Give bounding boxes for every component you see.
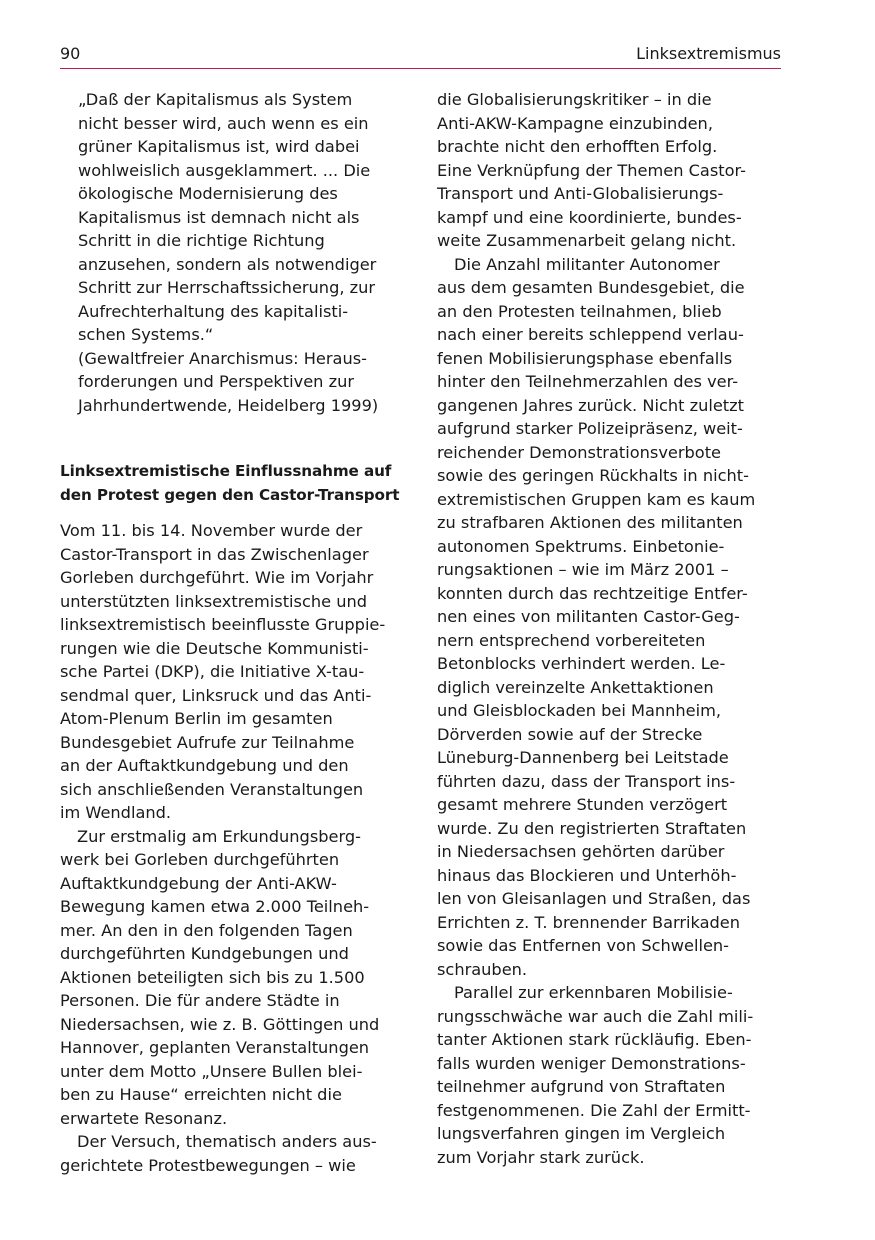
right-column [437,88,782,1169]
body-paragraph-indented: Der Versuch, thematisch anders aus- gerichtete Protestbewegungen – wie [60,1132,377,1175]
body-paragraph-indented: Die Anzahl militanter Autonomer aus dem gesamten Bundesgebiet, die an den Protesten teilnahmen, blieb nach einer bereits schleppend verlau- fenen Mobilisierungsphase ebenfalls hinter den Teilnehmerzahlen des ver- gangenen Jahres zurück. Nicht zuletzt aufgrund starker Polizeipräsenz, weit- reichender Demonstrationsverbote sowie des geringen Rückhalts in nicht- extremistischen Gruppen kam es kaum zu strafbaren Aktionen des militanten autonomen Spektrums. Einbetonie- rungsaktionen – wie im März 2001 – konnten durch das rechtzeitige Entfer- nen eines von militanten Castor-Geg- nern entsprechend vorbereiteten Betonblocks verhindert werden. Le- diglich vereinzelte Ankettaktionen und Gleisblockaden bei Mannheim, Dörverden sowie auf der Strecke Lüneburg-Dannenberg bei Leitstade führten dazu, dass der Transport ins- gesamt mehrere Stunden verzögert wurde. Zu den registrierten Straftaten in Niedersachsen gehörten darüber hinaus das Blockieren und Unterhöh- len von Gleisanlagen und Straßen, das Errichten z. T. brennender Barrikaden sowie das Entfernen von Schwellen- schrauben. [437,254,756,979]
body-paragraph-indented: Parallel zur erkennbaren Mobilisie- rungsschwäche war auch die Zahl mili- tanter Aktionen stark rückläufig. Eben- falls wurden weniger Demonstrations- teilnehmer aufgrund von Straftaten festgenommenen. Die Zahl der Ermitt- lungsverfahren gingen im Vergleich zum Vorjahr stark zurück. [437,983,754,1167]
body-paragraph: die Globalisierungskritiker – in die Anti-AKW-Kampagne einzubinden, brachte nicht den erhofften Erfolg. Eine Verknüpfung der Themen Castor- Transport und Anti-Globalisierungs- kampf und eine koordinierte, bundes- weite Zusammenarbeit gelang nicht. [437,90,746,250]
quote-source: (Gewaltfreier Anarchismus: Heraus- forderungen und Perspektiven zur Jahrhundertwende, Heidelberg 1999) [78,348,379,415]
page-header [60,44,781,69]
block-quote: „Daß der Kapitalismus als System nicht besser wird, auch wenn es ein grüner Kapitalismus ist, wird dabei wohlweislich ausgeklammert. ... Die ökologische Modernisierung des Kapitalismus ist demnach nicht als Schritt in die richtige Richtung anzusehen, sondern als notwendiger Schritt zur Herrschaftssicherung, zur Aufrechterhaltung des kapitalisti- schen Systems.“ [78,90,377,344]
running-head: Linksextremismus [636,44,781,63]
body-paragraph: Vom 11. bis 14. November wurde der Castor-Transport in das Zwischenlager Gorleben durchgeführt. Wie im Vorjahr unterstützten linksextremistische und linksextremistisch beeinflusste Gruppie- rungen wie die Deutsche Kommunisti- sche Partei (DKP), die Initiative X-tau- sendmal quer, Linksruck und das Anti- Atom-Plenum Berlin im gesamten Bundesgebiet Aufrufe zur Teilnahme an der Auftaktkundgebung und den sich anschließenden Veranstaltungen im Wendland. [60,521,386,822]
left-column [60,88,405,1177]
page-number: 90 [60,44,81,63]
section-heading: Linksextremistische Einflussnahme auf den Protest gegen den Castor-Transport [60,462,400,504]
body-paragraph-indented: Zur erstmalig am Erkundungsberg- werk bei Gorleben durchgeführten Auftaktkundgebung der Anti-AKW- Bewegung kamen etwa 2.000 Teilneh- mer. An den in den folgenden Tagen durchgeführten Kundgebungen und Aktionen beteiligten sich bis zu 1.500 Personen. Die für andere Städte in Niedersachsen, wie z. B. Göttingen und Hannover, geplanten Veranstaltungen unter dem Motto „Unsere Bullen blei- ben zu Hause“ erreichten nicht die erwartete Resonanz. [60,826,380,1128]
